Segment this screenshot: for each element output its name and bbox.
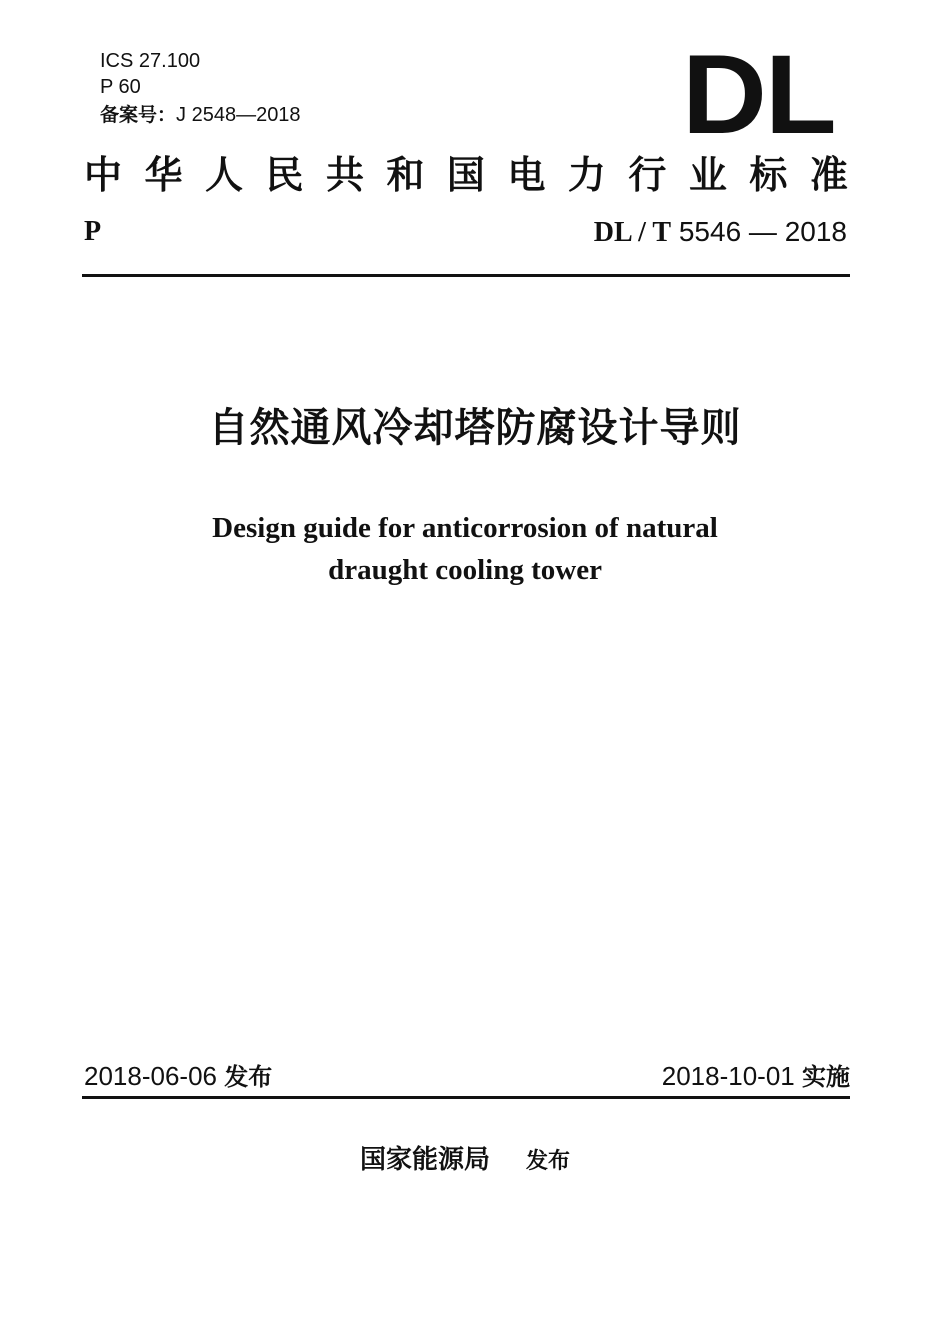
industry-char: 标 [749, 153, 788, 197]
title-english-line2: draught cooling tower [328, 554, 602, 586]
publisher-name: 国家能源局 [360, 1145, 491, 1175]
title-chinese: 自然通风冷却塔防腐设计导则 [208, 405, 742, 451]
standard-prefix: DL / T [593, 217, 672, 248]
ics-text: ICS 27.100 [100, 50, 201, 72]
classification-code: P [84, 216, 102, 247]
bottom-divider [82, 1096, 850, 1099]
title-english-line1: Design guide for anticorrosion of natural [212, 512, 718, 544]
effective-label: 实施 [802, 1063, 850, 1091]
publisher-action: 发布 [525, 1149, 570, 1174]
industry-char: 共 [325, 153, 364, 197]
industry-char: 准 [809, 153, 848, 197]
industry-char: 行 [628, 153, 667, 197]
industry-char: 中 [84, 153, 123, 197]
industry-char: 业 [688, 153, 727, 197]
dl-logo: DL [682, 32, 835, 157]
ics-code [100, 48, 200, 74]
category-text: P 60 [100, 76, 141, 98]
effective-date-value: 2018-10-01 [661, 1061, 795, 1091]
issue-date [84, 1058, 272, 1095]
industry-char: 华 [144, 153, 183, 197]
industry-char: 民 [265, 153, 304, 197]
industry-char: 人 [204, 153, 243, 197]
issue-label: 发布 [224, 1063, 273, 1091]
top-divider [82, 274, 850, 277]
effective-date [662, 1058, 850, 1095]
industry-char: 力 [567, 153, 606, 197]
industry-char: 国 [446, 153, 485, 197]
industry-char: 电 [507, 153, 546, 197]
record-value: J 2548—2018 [176, 104, 301, 126]
category-code [100, 74, 141, 100]
industry-standard-title [84, 150, 848, 200]
industry-char: 和 [386, 153, 425, 197]
issue-date-value: 2018-06-06 [84, 1061, 217, 1091]
standard-number [594, 214, 847, 251]
standard-code: 5546 — 2018 [678, 216, 847, 247]
publisher [0, 1142, 930, 1180]
record-number [100, 102, 301, 128]
record-label: 备案号： [100, 104, 177, 126]
